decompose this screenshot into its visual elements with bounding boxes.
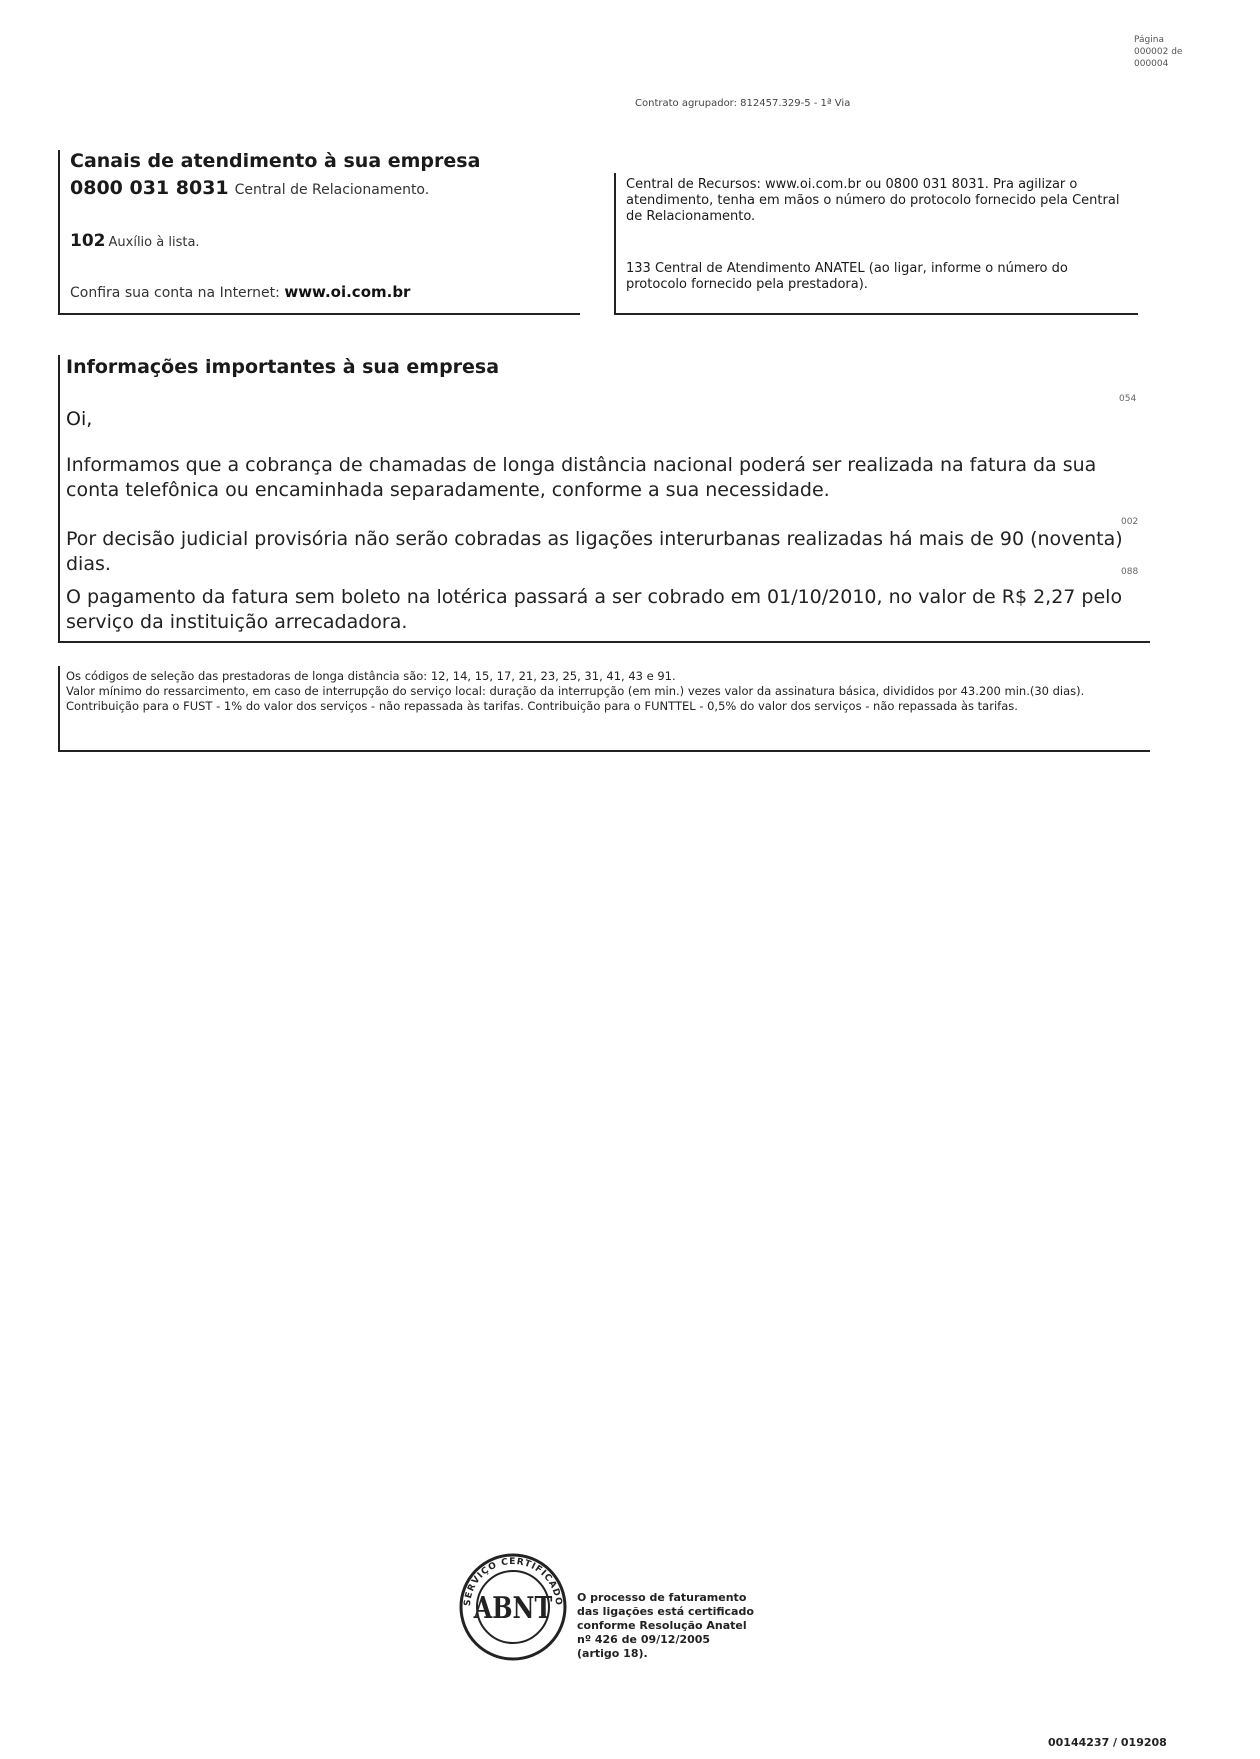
notes-line-2: Valor mínimo do ressarcimento, em caso de interrupção do serviço local: duração da interrupção (em min.) vezes valor da assinatura básica, divididos por 43.200 min.(30 dias). [66,684,1085,698]
certification-line-2: das ligações está certificado [577,1605,754,1618]
info-paragraph-3: O pagamento da fatura sem boleto na lotérica passará a ser cobrado em 01/10/2010, no valor de R$ 2,27 pelo serviço da instituição arrecadadora. [66,586,1123,633]
certification-text [577,1591,754,1661]
certification-line-3: conforme Resolução Anatel [577,1619,747,1632]
info-paragraph-1: Informamos que a cobrança de chamadas de longa distância nacional poderá ser realizada na fatura da sua conta telefônica ou encaminhada separadamente, conforme a sua necessidade. [66,454,1097,501]
internet-url: www.oi.com.br [284,283,411,301]
certification-line-5: (artigo 18). [577,1647,648,1660]
anatel-text: 133 Central de Atendimento ANATEL (ao ligar, informe o número do protocolo fornecido pela prestadora). [626,261,1068,292]
document-id: 00144237 / 019208 [1048,1736,1167,1749]
notes-line-3: Contribuição para o FUST - 1% do valor dos serviços - não repassada às tarifas. Contribuição para o FUNTTEL - 0,5% do valor dos serviços - não repassada às tarifas. [66,699,1018,713]
info-code-3: 088 [1121,567,1139,577]
certification-line-4: nº 426 de 09/12/2005 [577,1633,711,1646]
aux-line [70,231,200,251]
recursos-text: Central de Recursos: www.oi.com.br ou 0800 031 8031. Pra agilizar o atendimento, tenha em mãos o número do protocolo fornecido pela Central de Relacionamento. [626,177,1120,224]
phone-number: 0800 031 8031 [70,177,229,199]
page-label: Página [1134,35,1164,45]
page-total: 000004 [1134,59,1169,69]
channels-title: Canais de atendimento à sua empresa [70,150,481,172]
notes [66,669,1146,714]
aux-number: 102 [70,231,106,251]
seal-ring-text: SERVIÇO CERTIFICADO [462,1557,564,1607]
info-code-2: 002 [1121,517,1139,527]
phone-line [70,177,429,199]
notes-line-1: Os códigos de seleção das prestadoras de longa distância são: 12, 14, 15, 17, 21, 23, 25, 31, 41, 43 e 91. [66,669,676,683]
certification-line-1: O processo de faturamento [577,1591,747,1604]
info-paragraph-2: Por decisão judicial provisória não serão cobradas as ligações interurbanas realizadas há mais de 90 (noventa) dias. [66,528,1123,575]
aux-description: Auxílio à lista. [108,235,200,250]
internet-prefix: Confira sua conta na Internet: [70,285,280,301]
seal-logo: ABNT [473,1590,553,1626]
info-code-1: 054 [1119,394,1137,404]
info-greeting: Oi, [66,408,93,430]
page-current: 000002 de [1134,47,1183,57]
page-number [1134,34,1204,70]
internet-line [70,283,410,301]
info-title: Informações importantes à sua empresa [66,356,500,378]
abnt-seal-icon [458,1552,568,1662]
phone-description: Central de Relacionamento. [234,182,430,198]
contract-number: Contrato agrupador: 812457.329-5 - 1ª Via [635,98,851,109]
